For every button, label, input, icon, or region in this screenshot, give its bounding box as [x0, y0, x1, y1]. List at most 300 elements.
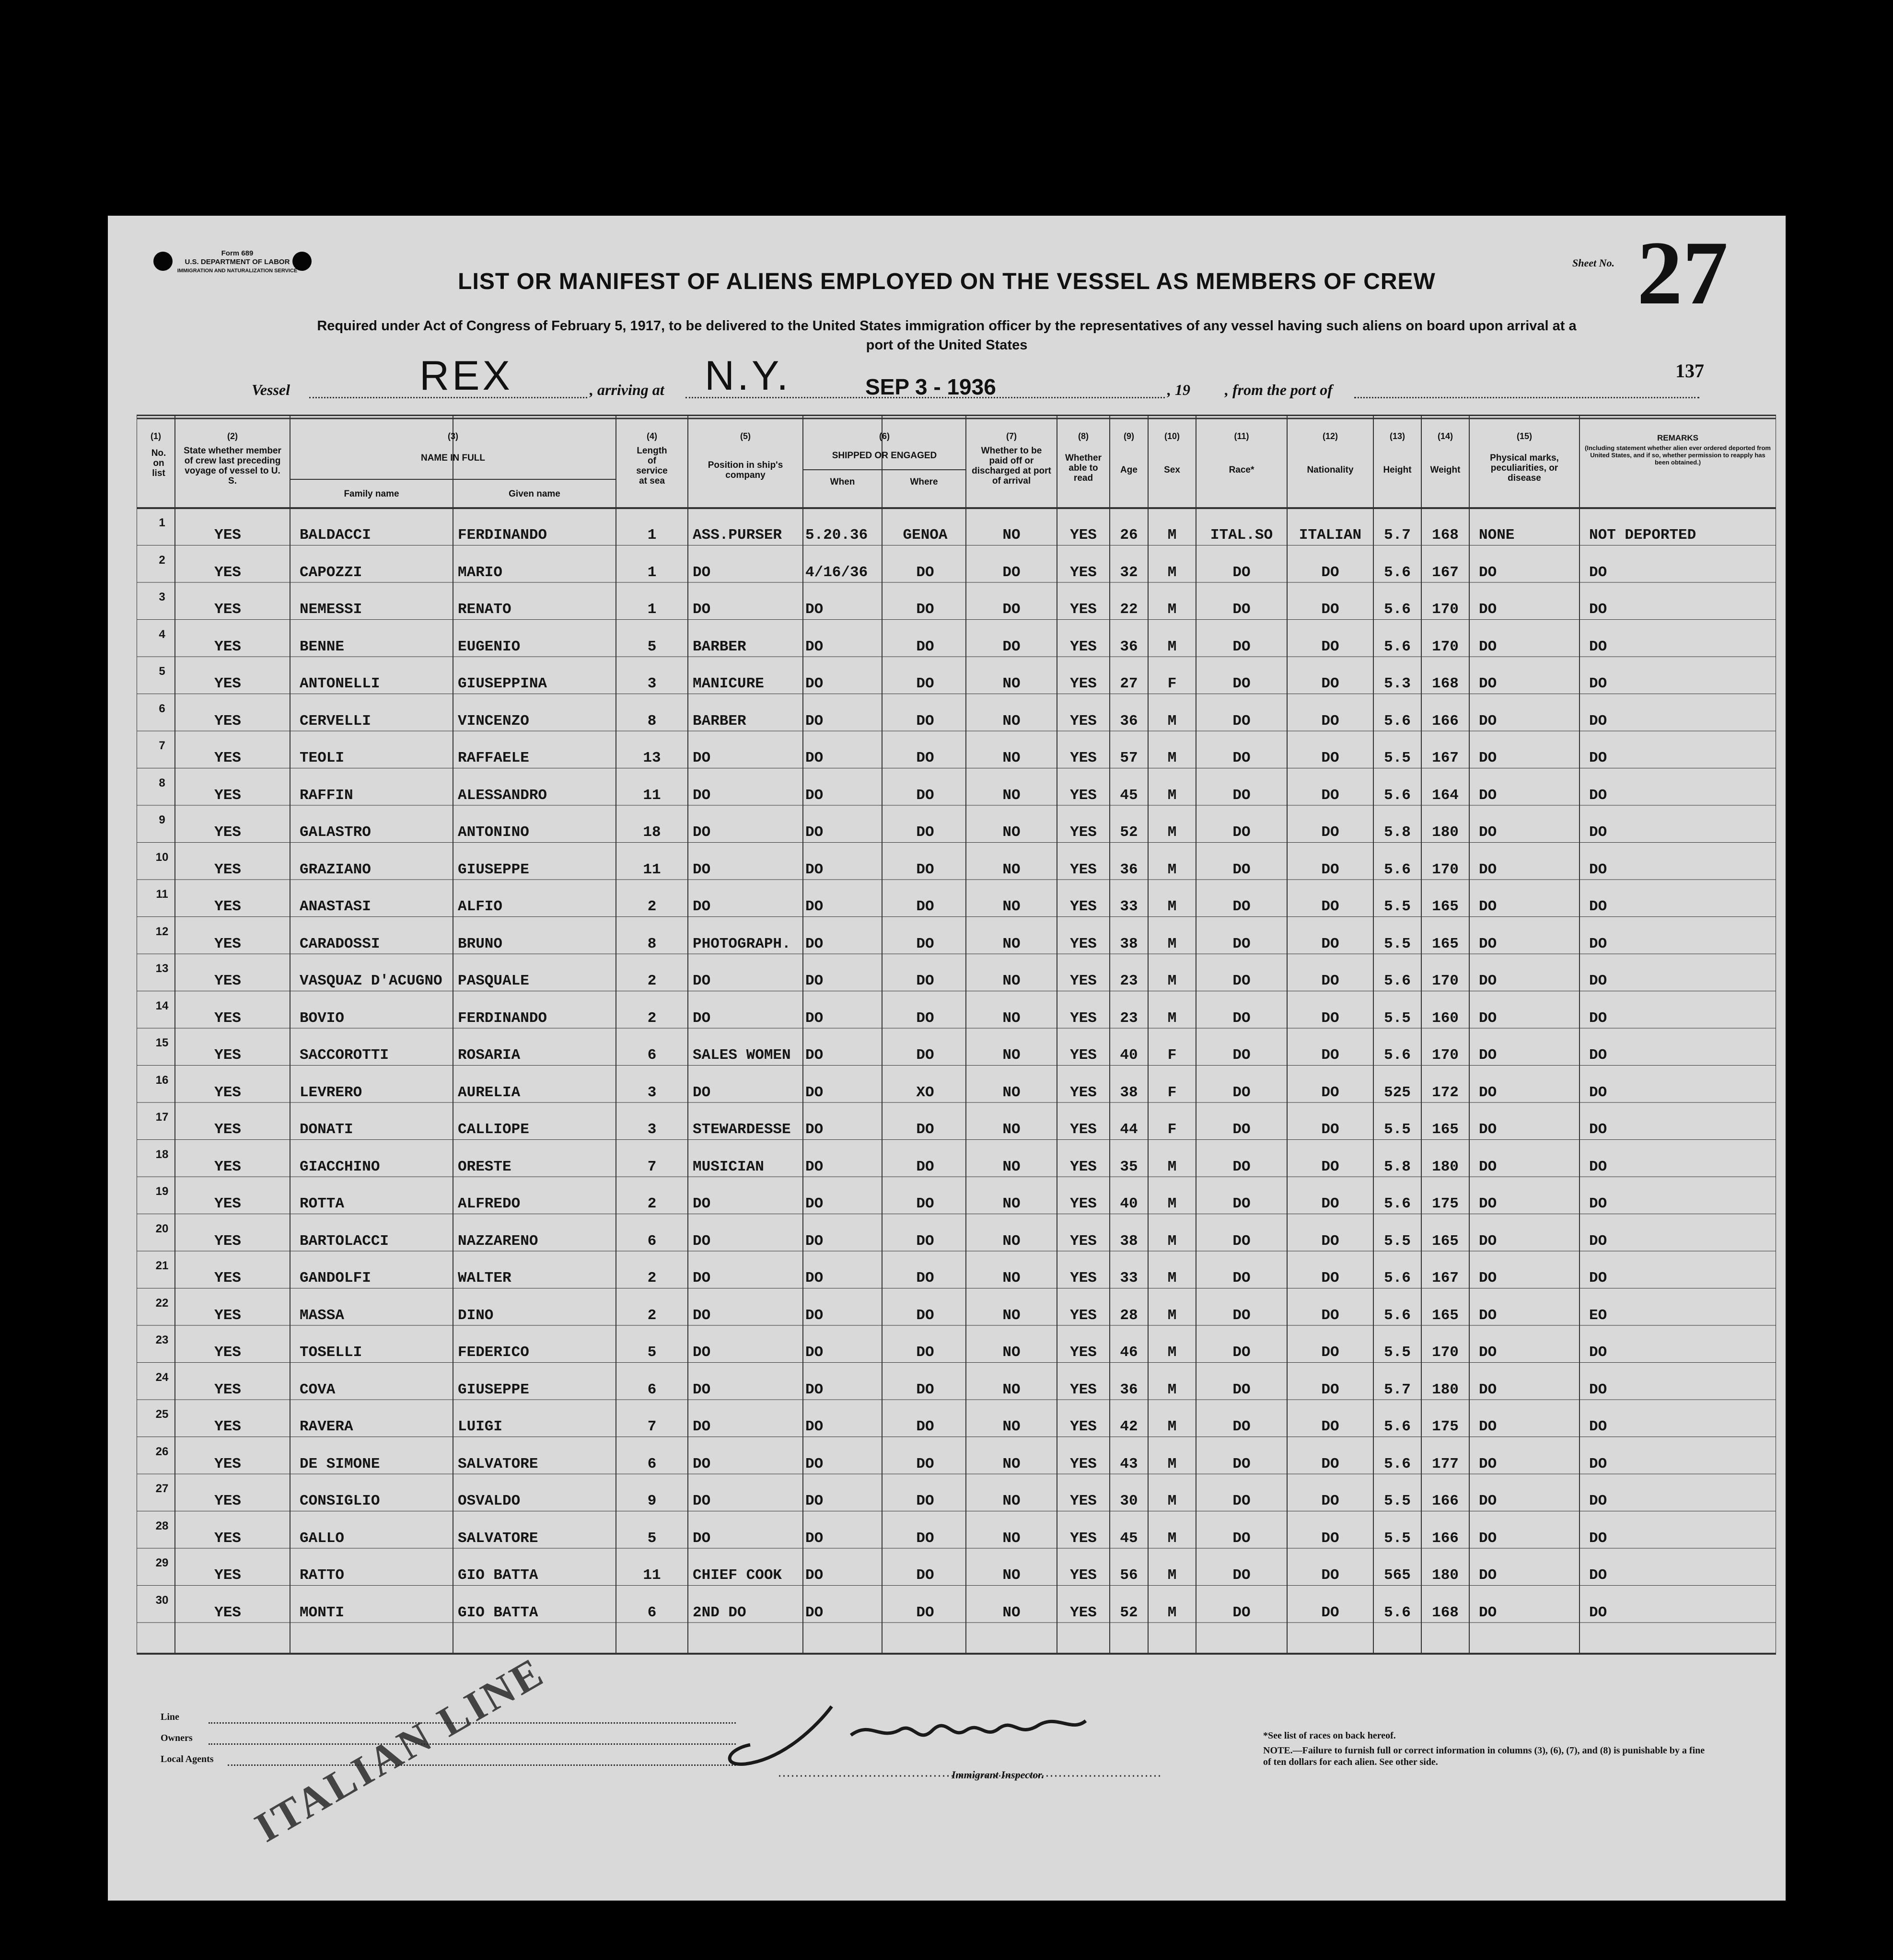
cell-position: DO — [693, 1493, 711, 1509]
table-row — [137, 591, 1776, 627]
cell-sex: M — [1167, 1418, 1177, 1435]
cell-service: 2 — [647, 1270, 657, 1287]
col-15-number: (15) — [1516, 431, 1532, 441]
cell-service: 13 — [643, 750, 661, 766]
cell-family: RAVERA — [300, 1418, 353, 1435]
cell-weight: 170 — [1432, 1047, 1459, 1064]
cell-service: 8 — [647, 935, 657, 952]
cell-where: DO — [916, 787, 934, 804]
cell-nat: DO — [1321, 1381, 1339, 1398]
cell-paid: NO — [1002, 750, 1021, 766]
cell-family: SACCOROTTI — [300, 1047, 389, 1064]
cell-read: YES — [1070, 1530, 1097, 1547]
cell-age: 45 — [1120, 787, 1138, 804]
cell-read: YES — [1070, 601, 1097, 618]
cell-remarks: DO — [1589, 1009, 1607, 1027]
cell-read: YES — [1070, 1418, 1097, 1435]
cell-family: CARADOSSI — [300, 935, 380, 952]
cell-age: 36 — [1120, 712, 1138, 730]
cell-sex: M — [1167, 935, 1177, 952]
arrival-port: N.Y. — [705, 353, 791, 399]
cell-weight: 170 — [1432, 1344, 1459, 1361]
cell-age: 33 — [1120, 1270, 1138, 1287]
cell-paid: NO — [1002, 1530, 1021, 1547]
cell-crew: YES — [214, 1567, 241, 1584]
cell-no: 21 — [155, 1259, 169, 1272]
cell-height: 5.7 — [1384, 527, 1411, 544]
cell-service: 7 — [647, 1158, 657, 1175]
cell-read: YES — [1070, 712, 1097, 730]
cell-nat: DO — [1321, 1270, 1339, 1287]
cell-race: DO — [1232, 750, 1251, 766]
cell-family: BALDACCI — [300, 527, 371, 544]
cell-position: DO — [693, 1307, 711, 1324]
cell-family: CONSIGLIO — [300, 1493, 380, 1509]
cell-sex: F — [1167, 1121, 1177, 1138]
cell-age: 36 — [1120, 638, 1138, 655]
subtitle — [141, 316, 1752, 355]
cell-no: 17 — [155, 1111, 169, 1124]
cell-family: BARTOLACCI — [300, 1232, 389, 1250]
cell-nat: DO — [1321, 1493, 1339, 1509]
arriving-label: , arriving at — [590, 381, 664, 398]
table-row — [137, 925, 1776, 962]
cell-height: 5.8 — [1384, 824, 1411, 841]
cell-race: DO — [1232, 1047, 1251, 1064]
col-10-number: (10) — [1164, 431, 1180, 441]
cell-height: 5.5 — [1384, 898, 1411, 915]
cell-service: 11 — [643, 861, 661, 878]
cell-race: DO — [1232, 712, 1251, 730]
cell-when: DO — [805, 750, 824, 766]
cell-sex: M — [1167, 824, 1177, 841]
cell-service: 9 — [647, 1493, 657, 1509]
cell-given: BRUNO — [458, 935, 503, 952]
cell-read: YES — [1070, 973, 1097, 989]
cell-service: 2 — [647, 1009, 657, 1027]
cell-race: DO — [1232, 1493, 1251, 1509]
cell-position: DO — [693, 973, 711, 989]
cell-marks: DO — [1479, 1493, 1497, 1509]
cell-read: YES — [1070, 1604, 1097, 1621]
cell-family: ANTONELLI — [300, 675, 380, 692]
cell-marks: DO — [1479, 1195, 1497, 1212]
cell-given: ORESTE — [458, 1158, 511, 1175]
cell-when: DO — [805, 1418, 824, 1435]
cell-where: XO — [916, 1084, 934, 1101]
cell-age: 57 — [1120, 750, 1138, 766]
cell-race: DO — [1232, 861, 1251, 878]
cell-crew: YES — [214, 675, 241, 692]
cell-family: GIACCHINO — [300, 1158, 380, 1175]
cell-height: 5.7 — [1384, 1381, 1411, 1398]
cell-position: DO — [693, 1195, 711, 1212]
cell-crew: YES — [214, 1158, 241, 1175]
cell-marks: DO — [1479, 675, 1497, 692]
cell-age: 32 — [1120, 564, 1138, 581]
cell-weight: 170 — [1432, 973, 1459, 989]
cell-marks: DO — [1479, 824, 1497, 841]
col-3-header: NAME IN FULL — [420, 453, 486, 463]
table-row — [137, 888, 1776, 924]
table-row — [137, 1185, 1776, 1221]
cell-no: 22 — [155, 1296, 169, 1310]
cell-age: 44 — [1120, 1121, 1138, 1138]
cell-paid: NO — [1002, 1232, 1021, 1250]
cell-weight: 167 — [1432, 750, 1459, 766]
cell-when: DO — [805, 1009, 824, 1027]
cell-given: FERDINANDO — [458, 527, 547, 544]
cell-marks: DO — [1479, 1455, 1497, 1473]
cell-height: 5.5 — [1384, 1344, 1411, 1361]
col-1-header: No. on list — [151, 448, 166, 478]
cell-weight: 172 — [1432, 1084, 1459, 1101]
cell-read: YES — [1070, 861, 1097, 878]
cell-paid: DO — [1002, 638, 1021, 655]
remarks-subheader: (Including statement whether alien ever ordered deported from United States, and if so, whether permission to reapply has been obtained.) — [1585, 444, 1771, 466]
cell-remarks: DO — [1589, 712, 1607, 730]
cell-given: EUGENIO — [458, 638, 521, 655]
cell-crew: YES — [214, 1009, 241, 1027]
cell-when: DO — [805, 638, 824, 655]
cell-marks: DO — [1479, 1158, 1497, 1175]
col-8-number: (8) — [1078, 431, 1089, 441]
cell-marks: DO — [1479, 638, 1497, 655]
cell-no: 10 — [155, 850, 169, 864]
col-11-number: (11) — [1234, 431, 1249, 441]
cell-age: 28 — [1120, 1307, 1138, 1324]
inspector-signature — [707, 1692, 1186, 1778]
line-label: Line — [161, 1712, 179, 1722]
cell-crew: YES — [214, 1381, 241, 1398]
cell-given: SALVATORE — [458, 1455, 538, 1473]
cell-race: DO — [1232, 1084, 1251, 1101]
cell-sex: M — [1167, 527, 1177, 544]
cell-family: COVA — [300, 1381, 336, 1398]
cell-read: YES — [1070, 750, 1097, 766]
cell-paid: NO — [1002, 1493, 1021, 1509]
cell-no: 4 — [159, 627, 165, 641]
cell-age: 45 — [1120, 1530, 1138, 1547]
cell-sex: M — [1167, 1455, 1177, 1473]
cell-where: DO — [916, 1270, 934, 1287]
cell-position: STEWARDESSE — [693, 1121, 791, 1138]
cell-remarks: DO — [1589, 1158, 1607, 1175]
cell-where: DO — [916, 861, 934, 878]
cell-sex: M — [1167, 861, 1177, 878]
cell-paid: NO — [1002, 824, 1021, 841]
cell-remarks: DO — [1589, 1195, 1607, 1212]
cell-weight: 175 — [1432, 1195, 1459, 1212]
cell-marks: DO — [1479, 712, 1497, 730]
cell-service: 6 — [647, 1381, 657, 1398]
cell-no: 18 — [155, 1148, 169, 1161]
shipped-when-header: When — [830, 477, 855, 487]
cell-height: 5.6 — [1384, 1418, 1411, 1435]
cell-weight: 166 — [1432, 1530, 1459, 1547]
cell-nat: DO — [1321, 601, 1339, 618]
cell-read: YES — [1070, 824, 1097, 841]
cell-crew: YES — [214, 973, 241, 989]
cell-race: DO — [1232, 935, 1251, 952]
cell-paid: NO — [1002, 1084, 1021, 1101]
col-14-number: (14) — [1437, 431, 1453, 441]
table-row — [137, 554, 1776, 590]
cell-height: 5.6 — [1384, 1307, 1411, 1324]
cell-read: YES — [1070, 1084, 1097, 1101]
cell-paid: NO — [1002, 1270, 1021, 1287]
cell-family: MONTI — [300, 1604, 345, 1621]
cell-crew: YES — [214, 1493, 241, 1509]
col-5-header: Position in ship's company — [708, 460, 783, 480]
cell-weight: 168 — [1432, 527, 1459, 544]
table-row — [137, 1074, 1776, 1110]
cell-position: DO — [693, 601, 711, 618]
cell-height: 5.6 — [1384, 1270, 1411, 1287]
cell-remarks: DO — [1589, 675, 1607, 692]
cell-race: DO — [1232, 1381, 1251, 1398]
cell-age: 38 — [1120, 1084, 1138, 1101]
cell-service: 5 — [647, 638, 657, 655]
service-name: IMMIGRATION AND NATURALIZATION SERVICE — [177, 268, 298, 274]
cell-no: 3 — [159, 591, 165, 603]
cell-no: 2 — [159, 553, 165, 567]
cell-no: 5 — [159, 665, 165, 678]
page-number: 137 — [1675, 360, 1704, 382]
cell-weight: 180 — [1432, 1158, 1459, 1175]
cell-read: YES — [1070, 1121, 1097, 1138]
cell-read: YES — [1070, 1381, 1097, 1398]
inspector-label: Immigrant Inspector. — [952, 1769, 1045, 1781]
cell-crew: YES — [214, 1455, 241, 1473]
cell-crew: YES — [214, 750, 241, 766]
cell-weight: 175 — [1432, 1418, 1459, 1435]
col-7-header: Whether to be paid off or discharged at port of arrival — [972, 446, 1051, 486]
cell-paid: NO — [1002, 973, 1021, 989]
table-row — [137, 962, 1776, 998]
remarks-header: REMARKS — [1657, 433, 1698, 442]
table-row — [137, 1482, 1776, 1519]
cell-nat: DO — [1321, 1567, 1339, 1584]
cell-nat: DO — [1321, 1158, 1339, 1175]
cell-position: BARBER — [693, 638, 746, 655]
arrival-date-stamp: SEP 3 - 1936 — [865, 374, 996, 399]
cell-position: 2ND DO — [693, 1604, 746, 1621]
cell-nat: DO — [1321, 675, 1339, 692]
cell-position: DO — [693, 1270, 711, 1287]
cell-height: 565 — [1384, 1567, 1411, 1584]
cell-crew: YES — [214, 527, 241, 544]
cell-given: GIUSEPPE — [458, 861, 529, 878]
cell-when: DO — [805, 1455, 824, 1473]
cell-where: DO — [916, 601, 934, 618]
cell-read: YES — [1070, 787, 1097, 804]
cell-read: YES — [1070, 1567, 1097, 1584]
cell-where: DO — [916, 1604, 934, 1621]
cell-position: DO — [693, 824, 711, 841]
cell-no: 15 — [155, 1036, 169, 1049]
cell-sex: M — [1167, 1604, 1177, 1621]
cell-family: DONATI — [300, 1121, 353, 1138]
cell-when: 4/16/36 — [805, 564, 868, 581]
cell-nat: DO — [1321, 973, 1339, 989]
cell-age: 36 — [1120, 861, 1138, 878]
cell-sex: M — [1167, 601, 1177, 618]
cell-given: SALVATORE — [458, 1530, 538, 1547]
family-name-header: Family name — [344, 489, 399, 499]
cell-where: DO — [916, 1121, 934, 1138]
table-row — [137, 1556, 1776, 1593]
cell-paid: NO — [1002, 1195, 1021, 1212]
cell-sex: F — [1167, 1084, 1177, 1101]
cell-height: 5.5 — [1384, 935, 1411, 952]
races-note: *See list of races on back hereof. — [1263, 1730, 1396, 1741]
cell-weight: 170 — [1432, 638, 1459, 655]
cell-paid: NO — [1002, 1455, 1021, 1473]
cell-age: 33 — [1120, 898, 1138, 915]
cell-where: DO — [916, 1195, 934, 1212]
cell-position: DO — [693, 1455, 711, 1473]
cell-given: GIUSEPPE — [458, 1381, 529, 1398]
cell-marks: DO — [1479, 1009, 1497, 1027]
cell-remarks: DO — [1589, 898, 1607, 915]
cell-age: 27 — [1120, 675, 1138, 692]
cell-height: 525 — [1384, 1084, 1411, 1101]
cell-crew: YES — [214, 638, 241, 655]
cell-family: GALLO — [300, 1530, 345, 1547]
cell-race: DO — [1232, 1604, 1251, 1621]
cell-family: CERVELLI — [300, 712, 371, 730]
cell-where: DO — [916, 1493, 934, 1509]
cell-height: 5.6 — [1384, 973, 1411, 989]
cell-paid: NO — [1002, 1121, 1021, 1138]
cell-read: YES — [1070, 1270, 1097, 1287]
cell-marks: NONE — [1479, 527, 1515, 544]
cell-service: 6 — [647, 1455, 657, 1473]
cell-crew: YES — [214, 1604, 241, 1621]
cell-age: 23 — [1120, 973, 1138, 989]
table-row — [137, 516, 1776, 553]
cell-race: DO — [1232, 1158, 1251, 1175]
cell-position: DO — [693, 861, 711, 878]
cell-remarks: DO — [1589, 1270, 1607, 1287]
cell-where: DO — [916, 898, 934, 915]
cell-where: DO — [916, 712, 934, 730]
cell-when: DO — [805, 1121, 824, 1138]
cell-nat: DO — [1321, 1604, 1339, 1621]
cell-paid: NO — [1002, 935, 1021, 952]
cell-paid: DO — [1002, 564, 1021, 581]
cell-family: DE SIMONE — [300, 1455, 380, 1473]
col-12-number: (12) — [1322, 431, 1338, 441]
cell-race: DO — [1232, 1307, 1251, 1324]
cell-remarks: DO — [1589, 601, 1607, 618]
cell-when: DO — [805, 898, 824, 915]
cell-age: 52 — [1120, 1604, 1138, 1621]
col-11-header: Race* — [1229, 465, 1254, 475]
cell-nat: DO — [1321, 638, 1339, 655]
cell-crew: YES — [214, 601, 241, 618]
cell-no: 7 — [159, 739, 165, 752]
cell-marks: DO — [1479, 1604, 1497, 1621]
cell-where: DO — [916, 638, 934, 655]
cell-position: PHOTOGRAPH. — [693, 935, 791, 952]
cell-weight: 166 — [1432, 1493, 1459, 1509]
cell-service: 2 — [647, 973, 657, 989]
table-row — [137, 702, 1776, 739]
cell-given: MARIO — [458, 564, 503, 581]
cell-nat: DO — [1321, 1084, 1339, 1101]
table-row — [137, 1259, 1776, 1296]
cell-where: DO — [916, 973, 934, 989]
cell-read: YES — [1070, 1307, 1097, 1324]
cell-where: DO — [916, 1455, 934, 1473]
cell-height: 5.6 — [1384, 861, 1411, 878]
cell-no: 20 — [155, 1222, 169, 1235]
subtitle-line-1: Required under Act of Congress of February 5, 1917, to be delivered to the United States immigration officer by the representatives of any vessel having such aliens on board upon arrival at a — [317, 318, 1577, 334]
table-row — [137, 665, 1776, 701]
cell-remarks: DO — [1589, 564, 1607, 581]
col-3-number: (3) — [448, 431, 458, 441]
cell-weight: 165 — [1432, 1121, 1459, 1138]
cell-paid: NO — [1002, 712, 1021, 730]
cell-paid: NO — [1002, 1307, 1021, 1324]
cell-where: DO — [916, 824, 934, 841]
cell-paid: DO — [1002, 601, 1021, 618]
cell-crew: YES — [214, 712, 241, 730]
cell-race: DO — [1232, 1232, 1251, 1250]
cell-marks: DO — [1479, 1047, 1497, 1064]
cell-when: DO — [805, 1047, 824, 1064]
cell-height: 5.5 — [1384, 1121, 1411, 1138]
cell-read: YES — [1070, 1232, 1097, 1250]
cell-service: 3 — [647, 1121, 657, 1138]
col-10-header: Sex — [1164, 465, 1180, 475]
cell-age: 38 — [1120, 1232, 1138, 1250]
cell-race: DO — [1232, 1344, 1251, 1361]
col-13-header: Height — [1383, 465, 1412, 475]
cell-nat: DO — [1321, 1121, 1339, 1138]
cell-marks: DO — [1479, 1121, 1497, 1138]
cell-age: 40 — [1120, 1047, 1138, 1064]
cell-given: GIO BATTA — [458, 1604, 538, 1621]
cell-sex: M — [1167, 1493, 1177, 1509]
cell-given: NAZZARENO — [458, 1232, 538, 1250]
table-row — [137, 1519, 1776, 1556]
cell-sex: M — [1167, 1158, 1177, 1175]
cell-marks: DO — [1479, 973, 1497, 989]
cell-sex: M — [1167, 712, 1177, 730]
cell-paid: NO — [1002, 527, 1021, 544]
cell-paid: NO — [1002, 1604, 1021, 1621]
cell-position: DO — [693, 787, 711, 804]
cell-remarks: DO — [1589, 1567, 1607, 1584]
cell-sex: M — [1167, 1195, 1177, 1212]
table-row — [137, 1371, 1776, 1407]
cell-where: DO — [916, 935, 934, 952]
cell-height: 5.6 — [1384, 638, 1411, 655]
cell-service: 2 — [647, 1195, 657, 1212]
cell-read: YES — [1070, 564, 1097, 581]
cell-height: 5.5 — [1384, 750, 1411, 766]
cell-position: CHIEF COOK — [693, 1567, 782, 1584]
cell-weight: 165 — [1432, 898, 1459, 915]
cell-age: 52 — [1120, 824, 1138, 841]
cell-remarks: DO — [1589, 1493, 1607, 1509]
cell-paid: NO — [1002, 675, 1021, 692]
table-row — [137, 739, 1776, 776]
cell-crew: YES — [214, 1084, 241, 1101]
